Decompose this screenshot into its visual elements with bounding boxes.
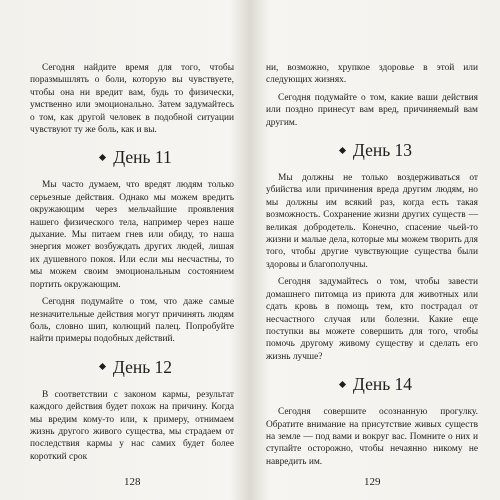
paragraph: Сегодня подумайте о том, какие ваши действия или поздно принесут вам вред, причиняемый вам другим. bbox=[266, 92, 478, 128]
bullet-icon bbox=[99, 154, 106, 161]
paragraph: Мы часто думаем, что вредят людям только серьезные действия. Однако мы можем вредить окружающим через мельчайшие проявления нашего физического тела, например через наше дыхание. Мы питаем гнев или обиду, то наша энергия может возбуждать других людей, лишая их душевного покоя. Или если мы несчастны, то мы можем своим эмоциональным состоянием портить окружающим. bbox=[30, 180, 234, 290]
right-page bbox=[252, 0, 500, 500]
paragraph: Сегодня найдите время для того, чтобы поразмышлять о боли, которую вы чувствуете, чтобы она ни вредит вам, будь то физически, умственно или эмоционально. Затем задумайтесь о том, как другой человек в подобной ситуации чувствуют ту же боль, как и вы. bbox=[30, 63, 234, 136]
right-page-content bbox=[266, 62, 478, 473]
paragraph: В соответствии с законом кармы, результат каждого действия будет похож на причину. Когда мы вредим кому-то или, к примеру, отнимаем жизнь другого живого существа, мы страдаем от последствия кармы у нас самих будет более короткий срок bbox=[30, 389, 234, 462]
paragraph: ни, возможно, хрупкое здоровье в этой или следующих жизнях. bbox=[266, 63, 478, 86]
paragraph: Мы должны не только воздерживаться от убийства или причинения вреда другим людям, но мы должны им всякий раз, когда есть такая возможность. Сохранение жизни других существ — великая добродетель. Конечно, спасение чьей-то жизни и малые дела, которые мы можем творить для того, чтобы другие чувствующие существа были здоровы и благополучны. bbox=[266, 173, 478, 270]
heading-text: День 14 bbox=[352, 374, 413, 395]
day-heading bbox=[30, 147, 234, 167]
heading-text: День 11 bbox=[113, 147, 172, 168]
heading-text: День 12 bbox=[112, 356, 173, 377]
day-heading bbox=[30, 357, 234, 377]
paragraph: Сегодня задумайтесь о том, чтобы завести домашнего питомца из приюта для животных или сдать кровь в помощь тем, кто пострадал от несчастного случая или болезни. Какие еще поступки вы можете совершить для того, чтобы помочь другому живому существу и сделать его жизнь лучше? bbox=[266, 277, 478, 362]
paragraph: Сегодня совершите осознанную прогулку. Обратите внимание на присутствие живых существ на земле — под вами и вокруг вас. Помните о них и ступайте осторожно, чтобы нечаянно никому не навредить им. bbox=[266, 407, 478, 467]
page-number: 129 bbox=[364, 476, 381, 488]
heading-text: День 13 bbox=[352, 140, 413, 161]
left-page-content bbox=[30, 62, 234, 468]
paragraph: Сегодня подумайте о том, что даже самые незначительные действия могут причинять людям боль, словно шип, колющий палец. Попробуйте найти примеры подобных действий. bbox=[30, 297, 234, 345]
page-number: 128 bbox=[124, 476, 141, 488]
left-page bbox=[0, 0, 248, 500]
bullet-icon bbox=[339, 146, 346, 153]
bullet-icon bbox=[99, 363, 106, 370]
day-heading bbox=[266, 374, 478, 394]
day-heading bbox=[266, 140, 478, 160]
bullet-icon bbox=[339, 381, 346, 388]
